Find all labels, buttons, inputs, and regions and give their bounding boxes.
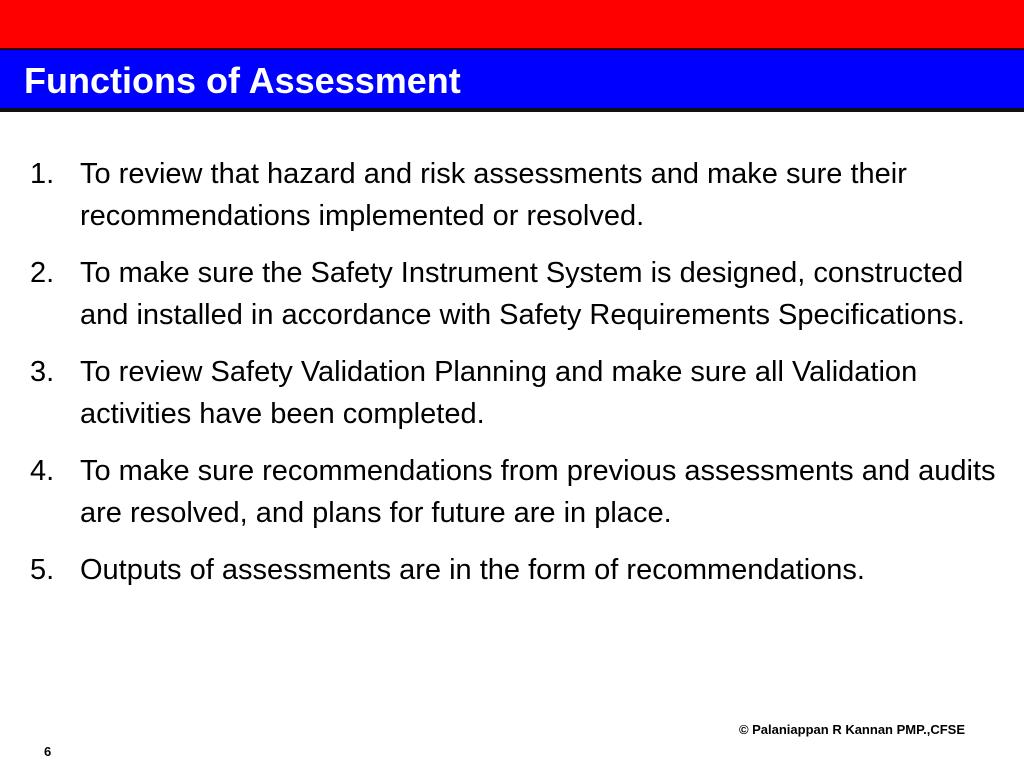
slide-title: Functions of Assessment [24, 60, 461, 101]
list-item-number: 5. [30, 554, 55, 586]
list-item-number: 4. [30, 455, 55, 487]
assessment-functions-list [30, 153, 1000, 606]
list-item-text: To make sure recommendations from previous assessments and audits are resolved, and plans for future are in place. [80, 455, 996, 529]
list-item-4 [30, 450, 1000, 534]
list-item-5 [30, 549, 1000, 591]
list-item-3 [30, 351, 1000, 435]
page-number: 6 [44, 744, 52, 759]
list-item-number: 3. [30, 356, 55, 388]
list-item-1 [30, 153, 1000, 237]
list-item-number: 2. [30, 257, 55, 289]
list-item-text: Outputs of assessments are in the form of recommendations. [80, 554, 865, 586]
list-item-text: To review Safety Validation Planning and make sure all Validation activities have been completed. [80, 356, 918, 430]
list-item-text: To review that hazard and risk assessments and make sure their recommendations implemented or resolved. [80, 158, 907, 232]
header-red-band [0, 0, 1024, 50]
copyright-footer: © Palaniappan R Kannan PMP.,CFSE [738, 722, 965, 737]
list-item-2 [30, 252, 1000, 336]
list-item-number: 1. [30, 158, 55, 190]
list-item-text: To make sure the Safety Instrument System is designed, constructed and installed in accordance with Safety Requirements Specifications. [80, 257, 965, 331]
